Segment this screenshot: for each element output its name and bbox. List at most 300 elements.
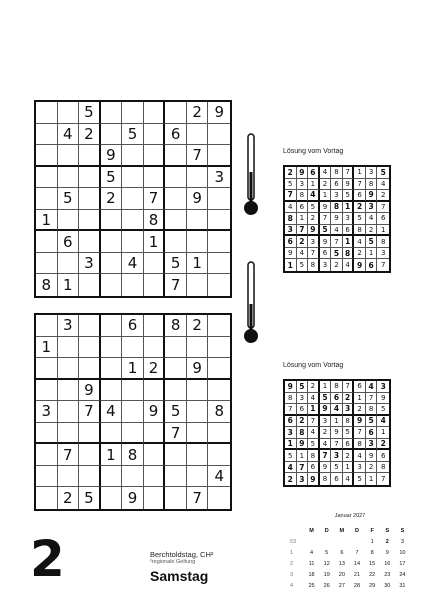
puzzle-1-cell: 1 [36,210,58,232]
solution-1-cell: 9 [308,225,320,237]
solution-2-cell: 9 [297,439,309,451]
calendar-day: 1 [370,538,374,545]
puzzle-2-cell [208,444,230,466]
puzzle-1-cell: 1 [187,253,209,275]
puzzle-2-cell [79,337,101,359]
calendar-week-number: 2 [290,560,294,567]
puzzle-2-cell: 8 [208,401,230,423]
calendar-day: 11 [308,560,315,567]
calendar-day: 25 [308,582,315,589]
solution-1-cell: 5 [320,225,332,237]
solution-2-cell: 8 [285,393,297,405]
puzzle-1-cell [36,145,58,167]
puzzle-2-cell [79,358,101,380]
calendar-title: Januar 2027 [334,513,366,519]
solution-label-1: Lösung vom Vortag [283,148,344,155]
solution-1-cell: 9 [285,248,297,260]
puzzle-2-cell: 1 [122,358,144,380]
solution-2-cell: 8 [320,473,332,485]
puzzle-2-cell [208,380,230,402]
solution-1-cell: 3 [308,236,320,248]
puzzle-2-cell [36,380,58,402]
solution-1-cell: 2 [354,248,366,260]
calendar-week-number: 1 [290,549,294,556]
puzzle-1-cell: 8 [36,274,58,296]
puzzle-2-cell [187,380,209,402]
puzzle-1-cell: 7 [144,188,166,210]
puzzle-1-cell [36,253,58,275]
puzzle-1-cell [122,188,144,210]
calendar-weekday-header: D [324,527,329,534]
puzzle-2-cell [165,444,187,466]
calendar-day: 23 [384,571,391,578]
puzzle-2-cell: 7 [79,401,101,423]
calendar-day: 6 [340,549,344,556]
puzzle-2-cell: 4 [208,466,230,488]
calendar-weekday-header: M [309,527,314,534]
puzzle-1-cell [187,231,209,253]
solution-1-cell: 6 [285,236,297,248]
solution-1-cell: 9 [331,213,343,225]
puzzle-1-cell: 5 [165,253,187,275]
puzzle-2-cell [144,423,166,445]
solution-1-cell: 1 [297,213,309,225]
solution-1-cell: 8 [285,213,297,225]
solution-1-cell: 9 [297,167,309,179]
puzzle-1-cell [101,124,123,146]
solution-2-cell: 3 [320,416,332,428]
solution-2-cell: 3 [366,439,378,451]
puzzle-2-cell [58,380,80,402]
puzzle-1-cell [36,231,58,253]
puzzle-2-cell: 8 [122,444,144,466]
solution-1-cell: 3 [331,190,343,202]
puzzle-2-cell [144,487,166,509]
solution-2-cell: 6 [354,381,366,393]
solution-2-cell: 3 [331,450,343,462]
solution-1-cell: 1 [377,225,389,237]
puzzle-2-cell [165,487,187,509]
solution-2-cell: 1 [320,381,332,393]
solution-2-cell: 6 [343,439,355,451]
solution-1-cell: 1 [366,248,378,260]
solution-1-cell: 7 [377,202,389,214]
solution-1-cell: 9 [320,202,332,214]
puzzle-2-cell: 1 [36,337,58,359]
solution-1-cell: 9 [320,236,332,248]
puzzle-1-cell [101,274,123,296]
solution-2-cell: 9 [320,462,332,474]
puzzle-1-cell [144,145,166,167]
puzzle-1-cell [144,253,166,275]
puzzle-2-cell [165,466,187,488]
puzzle-2-cell [144,444,166,466]
puzzle-2-cell [101,423,123,445]
calendar-day: 16 [384,560,391,567]
solution-2-cell: 2 [343,393,355,405]
solution-1-cell: 8 [308,259,320,271]
puzzle-2-cell [79,423,101,445]
puzzle-1-cell [165,167,187,189]
solution-2-cell: 5 [320,393,332,405]
puzzle-1-cell [165,188,187,210]
puzzle-2-cell [58,423,80,445]
solution-2-cell: 1 [308,404,320,416]
calendar-day: 12 [323,560,330,567]
puzzle-2-cell [101,337,123,359]
calendar-day: 18 [308,571,315,578]
sudoku-puzzle-1 [34,100,232,298]
puzzle-1-cell [122,210,144,232]
solution-1-cell: 8 [366,179,378,191]
solution-1-cell: 3 [343,213,355,225]
puzzle-2-cell [122,423,144,445]
solution-2-cell: 7 [308,416,320,428]
calendar-day: 31 [399,582,406,589]
solution-1-cell: 2 [297,236,309,248]
solution-1-cell: 6 [377,213,389,225]
puzzle-1-cell [122,167,144,189]
solution-2-cell: 9 [331,427,343,439]
solution-2-cell: 4 [377,416,389,428]
solution-2-cell: 4 [320,439,332,451]
puzzle-2-cell [101,380,123,402]
calendar-day: 24 [399,571,406,578]
solution-1-cell: 8 [343,248,355,260]
puzzle-1-cell: 8 [144,210,166,232]
solution-2-cell: 2 [308,381,320,393]
puzzle-1-cell [122,102,144,124]
solution-2-cell: 4 [308,393,320,405]
puzzle-2-cell [187,444,209,466]
solution-2-cell: 4 [285,462,297,474]
puzzle-2-cell [208,337,230,359]
solution-2-cell: 3 [354,462,366,474]
puzzle-2-cell [101,358,123,380]
solution-2-cell: 9 [308,473,320,485]
puzzle-1-cell: 2 [187,102,209,124]
puzzle-1-cell [58,145,80,167]
puzzle-2-cell [101,487,123,509]
puzzle-2-cell [79,444,101,466]
puzzle-1-cell [122,231,144,253]
solution-1-cell: 5 [285,179,297,191]
puzzle-2-cell [79,466,101,488]
solution-2-cell: 7 [285,404,297,416]
puzzle-2-cell: 6 [122,315,144,337]
puzzle-1-cell [79,231,101,253]
calendar-day: 26 [323,582,330,589]
puzzle-1-cell [187,210,209,232]
solution-1-cell: 3 [366,202,378,214]
solution-1-cell: 4 [285,202,297,214]
puzzle-2-cell: 8 [165,315,187,337]
solution-2-cell: 2 [320,427,332,439]
puzzle-2-cell [58,401,80,423]
puzzle-2-cell [165,337,187,359]
solution-1-cell: 7 [380,261,386,270]
puzzle-1-cell: 9 [101,145,123,167]
solution-2-cell: 6 [331,473,343,485]
solution-label-2: Lösung vom Vortag [283,362,344,369]
puzzle-1-cell [208,253,230,275]
calendar-day: 5 [325,549,329,556]
solution-1-cell: 4 [377,179,389,191]
solution-1-cell: 5 [354,213,366,225]
solution-1-cell: 6 [343,225,355,237]
solution-1-cell: 6 [320,248,332,260]
solution-2-cell: 1 [331,416,343,428]
solution-2-cell: 6 [377,450,389,462]
solution-1-cell: 3 [377,248,389,260]
solution-2-cell: 8 [377,462,389,474]
calendar-day: 4 [310,549,314,556]
puzzle-2-cell: 3 [58,315,80,337]
solution-2-cell: 4 [343,473,355,485]
puzzle-2-cell [208,358,230,380]
calendar-weekday-header: S [385,527,390,534]
solution-1-cell: 7 [331,236,343,248]
solution-1-cell: 4 [331,225,343,237]
calendar-day: 2 [385,538,389,545]
solution-2-cell: 5 [366,416,378,428]
solution-2-cell: 4 [354,450,366,462]
puzzle-1-cell [208,145,230,167]
solution-2-cell: 8 [308,450,320,462]
calendar-day: 21 [353,571,361,578]
solution-2-cell: 1 [343,462,355,474]
puzzle-2-cell [122,401,144,423]
solution-2-cell: 2 [354,404,366,416]
puzzle-2-cell [165,380,187,402]
weekday: Samstag [150,568,209,584]
solution-2-cell: 3 [297,473,309,485]
solution-2-cell: 4 [331,404,343,416]
puzzle-2-cell [36,466,58,488]
puzzle-1-cell [165,102,187,124]
solution-2-cell: 2 [297,416,309,428]
solution-1-cell: 2 [354,202,366,214]
calendar-day: 8 [370,549,374,556]
puzzle-1-cell [36,167,58,189]
puzzle-1-cell [187,167,209,189]
solution-2-cell: 2 [377,439,389,451]
solution-1-cell: 2 [308,213,320,225]
solution-1-cell: 8 [377,236,389,248]
solution-1-cell: 1 [320,190,332,202]
solution-2-cell: 3 [343,404,355,416]
puzzle-2-cell [208,315,230,337]
solution-2-cell: 5 [308,439,320,451]
calendar-day: 10 [399,549,406,556]
puzzle-1-cell [208,274,230,296]
puzzle-1-cell [36,188,58,210]
solution-2-cell: 6 [297,404,309,416]
solution-2-cell: 5 [297,381,309,393]
calendar-day: 3 [400,538,404,545]
solution-2-cell: 9 [366,450,378,462]
solution-1-cell: 2 [366,225,378,237]
solution-2-cell: 8 [366,404,378,416]
puzzle-1-cell: 9 [187,188,209,210]
solution-2-cell: 2 [366,462,378,474]
puzzle-1-cell [101,231,123,253]
solution-1-cell: 3 [297,179,309,191]
puzzle-2-cell [79,315,101,337]
calendar-day: 29 [369,582,376,589]
solution-1-cell: 5 [343,190,355,202]
calendar-day: 28 [353,582,361,589]
solution-1-cell: 6 [331,179,343,191]
solution-2-cell: 2 [285,473,297,485]
puzzle-1-cell: 6 [58,231,80,253]
solution-2-cell: 1 [354,393,366,405]
puzzle-2-cell [187,401,209,423]
puzzle-2-cell [165,358,187,380]
puzzle-1-cell: 3 [79,253,101,275]
calendar-weekday-header: M [339,527,345,534]
solution-2-cell: 8 [343,416,355,428]
puzzle-1-cell [58,167,80,189]
puzzle-1-cell: 4 [58,124,80,146]
solution-2-cell: 6 [331,393,343,405]
solution-2-cell: 6 [285,416,297,428]
solution-1-cell: 2 [285,167,297,179]
puzzle-1-cell [122,274,144,296]
calendar-day: 7 [355,549,359,556]
solution-1-cell: 5 [377,167,389,179]
solution-2-cell: 5 [285,450,297,462]
puzzle-2-cell: 2 [144,358,166,380]
puzzle-1-cell [165,210,187,232]
puzzle-1-cell: 1 [58,274,80,296]
solution-2-cell: 5 [331,462,343,474]
puzzle-2-cell [144,380,166,402]
puzzle-1-cell: 2 [79,124,101,146]
solution-2-cell: 5 [377,404,389,416]
puzzle-1-cell [122,145,144,167]
solution-2-cell: 9 [320,404,332,416]
solution-2-cell: 3 [297,393,309,405]
solution-2-cell: 1 [297,450,309,462]
puzzle-2-cell: 7 [187,487,209,509]
solution-1-cell: 4 [366,213,378,225]
puzzle-2-cell [36,315,58,337]
puzzle-1-cell [101,102,123,124]
solution-2-cell: 8 [331,381,343,393]
thermometer-icon [243,132,259,222]
solution-2-cell: 7 [343,381,355,393]
puzzle-1-cell [187,274,209,296]
calendar-day: 15 [369,560,376,567]
calendar-day: 17 [399,560,406,567]
solution-2-cell: 4 [308,427,320,439]
calendar-weekday-header: F [370,527,374,534]
puzzle-2-cell [58,337,80,359]
calendar-day: 13 [338,560,345,567]
puzzle-1-cell: 5 [58,188,80,210]
solution-1-cell: 6 [354,190,366,202]
puzzle-2-cell: 9 [122,487,144,509]
solution-1-cell: 8 [297,190,309,202]
puzzle-1-cell [144,274,166,296]
solution-1-cell: 7 [308,248,320,260]
puzzle-1-cell: 1 [144,231,166,253]
solution-1-cell: 7 [297,225,309,237]
calendar-day: 14 [353,560,361,567]
solution-2-cell: 8 [297,427,309,439]
solution-1-cell: 2 [331,259,343,271]
puzzle-1-cell [165,145,187,167]
puzzle-1-cell [79,274,101,296]
calendar-day: 19 [323,571,330,578]
day-number: 2 [30,530,65,588]
puzzle-2-cell: 3 [36,401,58,423]
puzzle-1-cell: 7 [165,274,187,296]
sudoku-puzzle-2 [34,313,232,511]
solution-2-cell: 7 [331,439,343,451]
puzzle-1-cell: 3 [208,167,230,189]
puzzle-2-cell [36,358,58,380]
puzzle-2-cell [187,466,209,488]
puzzle-2-cell: 9 [187,358,209,380]
solution-1-cell: 7 [320,213,332,225]
puzzle-2-cell: 7 [58,444,80,466]
puzzle-1-cell: 5 [101,167,123,189]
puzzle-2-cell: 2 [187,315,209,337]
solution-1-cell: 1 [285,259,297,271]
puzzle-2-cell [144,315,166,337]
puzzle-2-cell: 9 [79,380,101,402]
puzzle-2-cell: 1 [101,444,123,466]
solution-1-cell: 7 [354,179,366,191]
solution-1-cell: 8 [331,167,343,179]
holiday-name: Berchtoldstag, CH² [150,550,214,559]
puzzle-2-cell [101,466,123,488]
solution-2-cell: 7 [380,475,386,484]
puzzle-1-cell [208,231,230,253]
solution-1-cell: 1 [308,179,320,191]
solution-1-cell: 4 [308,190,320,202]
solution-2-cell: 3 [285,427,297,439]
calendar-day: 22 [369,571,376,578]
puzzle-1-cell: 5 [122,124,144,146]
calendar-day: 30 [384,582,391,589]
puzzle-1-cell [79,167,101,189]
puzzle-1-cell [58,253,80,275]
puzzle-1-cell [58,210,80,232]
solution-2-cell: 6 [308,462,320,474]
puzzle-2-cell: 4 [101,401,123,423]
puzzle-2-cell [36,444,58,466]
solution-1-cell: 5 [308,202,320,214]
puzzle-2-cell: 5 [165,401,187,423]
solution-2-cell: 9 [377,393,389,405]
puzzle-2-cell [187,423,209,445]
puzzle-2-cell [58,358,80,380]
puzzle-1-cell [208,188,230,210]
solution-grid-1 [283,165,391,273]
puzzle-1-cell: 6 [165,124,187,146]
puzzle-1-cell [101,253,123,275]
solution-2-cell: 3 [377,381,389,393]
solution-1-cell: 2 [320,179,332,191]
puzzle-2-cell: 9 [144,401,166,423]
solution-1-cell: 4 [343,259,355,271]
puzzle-1-cell [36,124,58,146]
puzzle-1-cell: 9 [208,102,230,124]
solution-1-cell: 1 [354,167,366,179]
